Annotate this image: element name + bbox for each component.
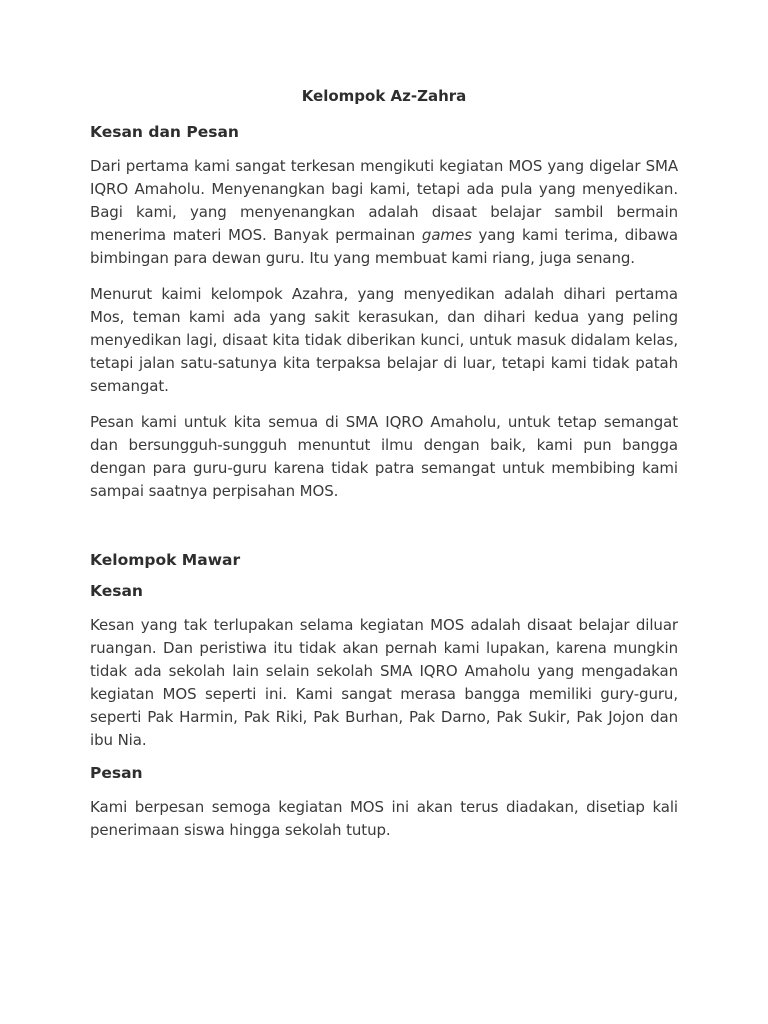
heading-mawar-kesan: Kesan — [90, 582, 143, 600]
paragraph-az-zahra-2 — [90, 283, 678, 398]
document-title: Kelompok Az-Zahra — [301, 87, 467, 105]
heading-kelompok-mawar: Kelompok Mawar — [90, 551, 241, 569]
paragraph-az-zahra-3 — [90, 411, 678, 503]
text-run: Pesan kami untuk kita semua di SMA IQRO Amaholu, untuk tetap semangat dan bersungguh-sungguh menuntut ilmu dengan baik, kami pun bangga dengan para guru-guru karena tidak patra semangat untuk membibing kami sampai saatnya perpisahan MOS. — [90, 413, 678, 500]
text-run: Kesan yang tak terlupakan selama kegiatan MOS adalah disaat belajar diluar ruangan. Dan peristiwa itu tidak akan pernah kami lupakan, karena mungkin tidak ada sekolah lain selain sekolah SMA IQRO Amaholu yang mengadakan kegiatan MOS seperti ini. Kami sangat merasa bangga memiliki gury-guru, seperti Pak Harmin, Pak Riki, Pak Burhan, Pak Darno, Pak Sukir, Pak Jojon dan ibu Nia. — [90, 616, 678, 749]
text-run: Kami berpesan semoga kegiatan MOS ini akan terus diadakan, disetiap kali penerimaan siswa hingga sekolah tutup. — [90, 798, 678, 839]
paragraph-mawar-pesan — [90, 796, 678, 842]
paragraph-mawar-kesan — [90, 614, 678, 752]
paragraph-az-zahra-1 — [90, 155, 678, 270]
italic-text-run: games — [421, 226, 472, 244]
text-run: Menurut kaimi kelompok Azahra, yang menyedikan adalah dihari pertama Mos, teman kami ada yang sakit kerasukan, dan dihari kedua yang peling menyedikan lagi, disaat kita tidak diberikan kunci, untuk masuk didalam kelas, tetapi jalan satu-satunya kita terpaksa belajar di luar, tetapi kami tidak patah semangat. — [90, 285, 678, 395]
text-run: yang kami terima, dibawa bimbingan para dewan guru. Itu yang membuat kami riang, juga senang. — [90, 226, 678, 267]
heading-kesan-dan-pesan: Kesan dan Pesan — [90, 123, 239, 141]
text-run: Dari pertama kami sangat terkesan mengikuti kegiatan MOS yang digelar SMA IQRO Amaholu. Menyenangkan bagi kami, tetapi ada pula yang menyedikan. Bagi kami, yang menyenangkan adalah disaat belajar sambil bermain menerima materi MOS. Banyak permainan — [90, 157, 678, 244]
heading-mawar-pesan: Pesan — [90, 764, 143, 782]
